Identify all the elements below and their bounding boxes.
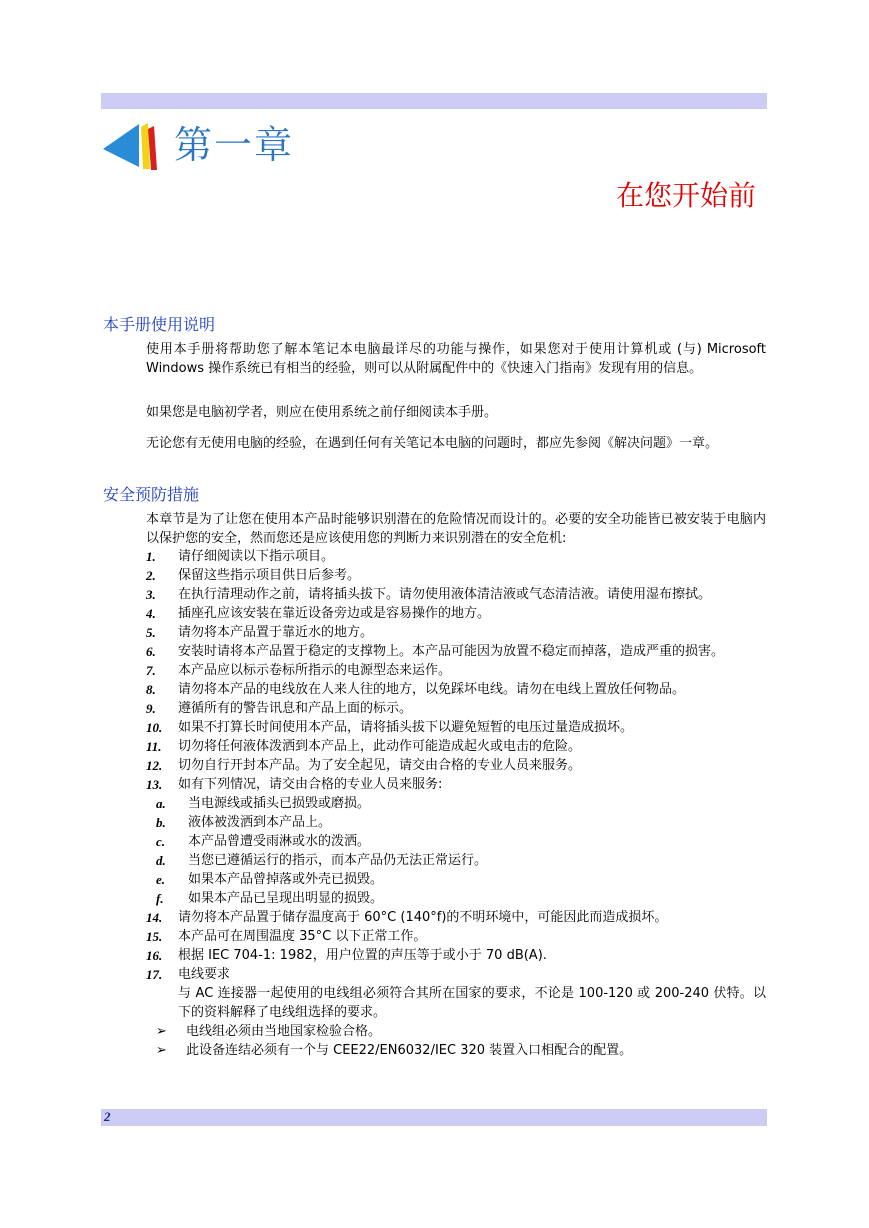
list-item bbox=[146, 718, 766, 737]
list-item-text: 如果不打算长时间使用本产品，请将插头拔下以避免短暂的电压过量造成损坏。 bbox=[178, 720, 634, 735]
list-item-number: f. bbox=[156, 891, 164, 906]
manual-paragraph-3: 无论您有无使用电脑的经验，在遇到任何有关笔记本电脑的问题时，都应先参阅《解决问题》一章。 bbox=[146, 436, 719, 451]
list-item-text: 如果本产品曾掉落或外壳已损毁。 bbox=[188, 872, 384, 887]
list-item-number: 11. bbox=[146, 739, 162, 754]
list-item bbox=[146, 870, 766, 889]
manual-paragraph-1: 使用本手册将帮助您了解本笔记本电脑最详尽的功能与操作，如果您对于使用计算机或 (与) Microsoft Windows 操作系统已有相当的经验，则可以从附属配件中的《快速入门指南》发现有用的信息。 bbox=[146, 342, 766, 376]
safety-intro: 本章节是为了让您在使用本产品时能够识别潜在的危险情况而设计的。必要的安全功能皆已被安装于电脑内以保护您的安全，然而您还是应该使用您的判断力来识别潜在的安全危机: bbox=[146, 512, 766, 546]
list-item-number: 8. bbox=[146, 682, 156, 697]
list-item-number: e. bbox=[156, 872, 166, 887]
list-item-text: 根据 IEC 704-1: 1982，用户位置的声压等于或小于 70 dB(A). bbox=[178, 948, 547, 963]
list-item-text: 本产品应以标示卷标所指示的电源型态来运作。 bbox=[178, 663, 452, 678]
bullet-item bbox=[146, 1022, 766, 1041]
list-item-text: 当电源线或插头已损毁或磨损。 bbox=[188, 796, 371, 811]
list-item bbox=[146, 908, 766, 927]
list-item bbox=[146, 623, 766, 642]
list-item bbox=[146, 927, 766, 946]
list-item-text: 安装时请将本产品置于稳定的支撑物上。本产品可能因为放置不稳定而掉落，造成严重的损害。 bbox=[178, 644, 725, 659]
list-item-number: 16. bbox=[146, 948, 163, 963]
sublist bbox=[146, 794, 766, 908]
list-item bbox=[146, 775, 766, 794]
list-item-text: 请勿将本产品置于储存温度高于 60°C (140°f)的不明环境中，可能因此而造成损坏。 bbox=[178, 910, 668, 925]
list-item-text: 请勿将本产品的电线放在人来人往的地方，以免踩坏电线。请勿在电线上置放任何物品。 bbox=[178, 682, 686, 697]
header-bar bbox=[101, 93, 767, 109]
list-item-text: 当您已遵循运行的指示，而本产品仍无法正常运行。 bbox=[188, 853, 488, 868]
chapter-logo-icon bbox=[103, 121, 163, 171]
bullets-container bbox=[146, 1022, 766, 1060]
list-item-number: 3. bbox=[146, 587, 156, 602]
list-item bbox=[146, 661, 766, 680]
list-item-number: 6. bbox=[146, 644, 156, 659]
chapter-title: 在您开始前 bbox=[615, 179, 756, 212]
list-item bbox=[146, 737, 766, 756]
list-item-text: 液体被泼洒到本产品上。 bbox=[188, 815, 332, 830]
list-item-number: 5. bbox=[146, 625, 156, 640]
list-item-text: 本产品曾遭受雨淋或水的泼洒。 bbox=[188, 834, 371, 849]
list-item-number: 17. bbox=[146, 967, 163, 982]
list-item bbox=[146, 832, 766, 851]
manual-paragraph-2: 如果您是电脑初学者，则应在使用系统之前仔细阅读本手册。 bbox=[146, 405, 498, 420]
chapter-label: 第一章 bbox=[174, 123, 295, 167]
list-item-number: 4. bbox=[146, 606, 156, 621]
list-item bbox=[146, 604, 766, 623]
bullet-item bbox=[146, 1041, 766, 1060]
list-item-number: a. bbox=[156, 796, 166, 811]
list-item bbox=[146, 965, 766, 984]
list-item-number: 15. bbox=[146, 929, 163, 944]
list-item-number: 7. bbox=[146, 663, 156, 678]
list-item bbox=[146, 699, 766, 718]
section-title-safety: 安全预防措施 bbox=[103, 485, 200, 504]
list-item bbox=[146, 889, 766, 908]
bullet-list bbox=[146, 1022, 766, 1060]
list-item bbox=[146, 566, 766, 585]
list-item bbox=[146, 946, 766, 965]
safety-list bbox=[146, 547, 766, 1060]
list-item bbox=[146, 642, 766, 661]
list-item-number: c. bbox=[156, 834, 166, 849]
list-item-text: 插座孔应该安装在靠近设备旁边或是容易操作的地方。 bbox=[178, 606, 491, 621]
list-item-number: d. bbox=[156, 853, 166, 868]
list-item-text: 如有下列情况，请交由合格的专业人员来服务: bbox=[178, 777, 443, 792]
sublist-container bbox=[146, 794, 766, 908]
list-item bbox=[146, 680, 766, 699]
page-number: 2 bbox=[104, 1109, 111, 1124]
list-item-text: 切勿自行开封本产品。为了安全起见，请交由合格的专业人员来服务。 bbox=[178, 758, 582, 773]
footer-bar bbox=[101, 1109, 767, 1126]
list-item-number: 10. bbox=[146, 720, 163, 735]
list-item-number: b. bbox=[156, 815, 166, 830]
list-item-number: 2. bbox=[146, 568, 156, 583]
list-item bbox=[146, 756, 766, 775]
list-item-number: 1. bbox=[146, 549, 156, 564]
list-item bbox=[146, 585, 766, 604]
list-item bbox=[146, 851, 766, 870]
bullet-text: 电线组必须由当地国家检验合格。 bbox=[186, 1024, 382, 1039]
list-item bbox=[146, 547, 766, 566]
list-item-text: 请仔细阅读以下指示项目。 bbox=[178, 549, 335, 564]
section-title-manual: 本手册使用说明 bbox=[103, 315, 216, 334]
list-item-text: 遵循所有的警告讯息和产品上面的标示。 bbox=[178, 701, 413, 716]
arrow-bullet-icon: ➢ bbox=[156, 1024, 167, 1039]
list-item-text: 请勿将本产品置于靠近水的地方。 bbox=[178, 625, 374, 640]
list-item-number: 12. bbox=[146, 758, 163, 773]
list-item bbox=[146, 794, 766, 813]
list-item-number: 9. bbox=[146, 701, 156, 716]
arrow-bullet-icon: ➢ bbox=[156, 1043, 167, 1058]
bullet-text: 此设备连结必须有一个与 CEE22/EN6032/IEC 320 装置入口相配合的配置。 bbox=[186, 1043, 633, 1058]
list-item-text: 如果本产品已呈现出明显的损毁。 bbox=[188, 891, 384, 906]
list-item-number: 13. bbox=[146, 777, 163, 792]
list-item-text: 在执行清理动作之前，请将插头拔下。请勿使用液体清洁液或气态清洁液。请使用湿布擦拭。 bbox=[178, 587, 712, 602]
item17-detail: 与 AC 连接器一起使用的电线组必须符合其所在国家的要求，不论是 100-120 或 200-240 伏特。以下的资料解释了电线组选择的要求。 bbox=[178, 986, 766, 1020]
list-item-text: 电线要求 bbox=[178, 967, 231, 982]
list-item bbox=[146, 813, 766, 832]
list-item-text: 本产品可在周围温度 35°C 以下正常工作。 bbox=[178, 929, 427, 944]
list-item-text: 切勿将任何液体泼洒到本产品上，此动作可能造成起火或电击的危险。 bbox=[178, 739, 582, 754]
list-item-number: 14. bbox=[146, 910, 163, 925]
list-item-text: 保留这些指示项目供日后参考。 bbox=[178, 568, 361, 583]
